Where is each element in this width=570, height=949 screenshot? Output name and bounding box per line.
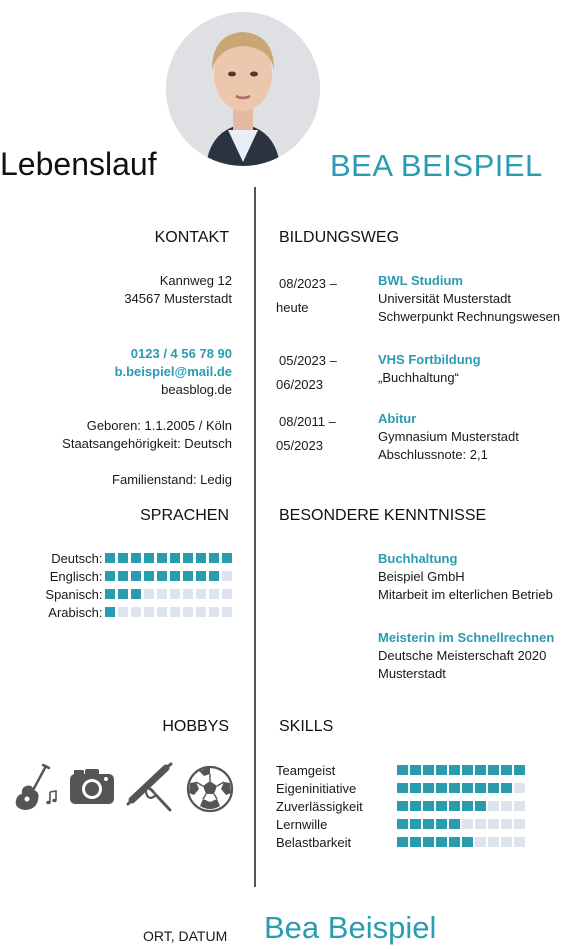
level-segment-filled: [144, 553, 155, 564]
level-segment-filled: [449, 819, 460, 830]
level-segment-filled: [170, 571, 181, 582]
language-label: Spanisch:: [45, 586, 103, 602]
level-bar: [105, 571, 233, 582]
guitar-icon: [12, 762, 60, 814]
level-bar: [397, 837, 525, 848]
nationality-info: Staatsangehörigkeit: Deutsch: [62, 436, 232, 451]
level-segment-filled: [209, 571, 220, 582]
level-segment-filled: [157, 553, 168, 564]
level-segment-filled: [436, 837, 447, 848]
level-segment-empty: [157, 607, 168, 618]
applicant-name: BEA BEISPIEL: [330, 148, 543, 183]
level-segment-empty: [488, 837, 499, 848]
level-segment-filled: [410, 837, 421, 848]
knowledge-entry-2: Meisterin im Schnellrechnen Deutsche Meisterschaft 2020 Musterstadt: [378, 630, 555, 681]
level-segment-filled: [514, 765, 525, 776]
level-segment-filled: [118, 589, 129, 600]
level-bar: [105, 589, 233, 600]
level-segment-filled: [105, 571, 116, 582]
level-segment-empty: [170, 607, 181, 618]
knowledge-entry-1: Buchhaltung Beispiel GmbH Mitarbeit im elterlichen Betrieb: [378, 551, 553, 602]
level-segment-filled: [488, 765, 499, 776]
level-segment-filled: [105, 607, 116, 618]
level-segment-empty: [222, 571, 233, 582]
language-label: Deutsch:: [51, 550, 103, 566]
level-segment-filled: [462, 765, 473, 776]
level-segment-filled: [488, 783, 499, 794]
document-title: Lebenslauf: [0, 146, 157, 182]
level-segment-filled: [397, 819, 408, 830]
level-segment-filled: [423, 783, 434, 794]
level-segment-filled: [131, 589, 142, 600]
level-segment-empty: [514, 801, 525, 812]
portrait-image: [166, 12, 320, 166]
skill-label: Eigeninitiative: [276, 780, 357, 796]
level-segment-empty: [222, 589, 233, 600]
education-date-2: 05/2023 – 06/2023: [276, 353, 337, 392]
level-segment-filled: [196, 553, 207, 564]
level-segment-filled: [410, 765, 421, 776]
level-segment-filled: [222, 553, 233, 564]
level-segment-filled: [462, 801, 473, 812]
contact-heading: KONTAKT: [154, 229, 229, 246]
level-bar: [397, 801, 525, 812]
level-segment-filled: [423, 801, 434, 812]
skill-row: [276, 815, 532, 833]
level-segment-filled: [105, 589, 116, 600]
skill-label: Teamgeist: [276, 762, 336, 778]
education-entry-3: Abitur Gymnasium Musterstadt Abschlussnote: 2,1: [378, 411, 519, 462]
education-date-1: 08/2023 – heute: [276, 276, 337, 315]
education-date-3: 08/2011 – 05/2023: [276, 414, 336, 453]
level-bar: [397, 765, 525, 776]
level-segment-filled: [436, 765, 447, 776]
level-bar: [397, 819, 525, 830]
level-segment-filled: [449, 837, 460, 848]
level-segment-empty: [475, 837, 486, 848]
level-segment-empty: [144, 607, 155, 618]
level-segment-filled: [501, 783, 512, 794]
soccer-ball-icon: [186, 762, 234, 814]
language-row: [0, 603, 232, 621]
level-segment-filled: [397, 837, 408, 848]
skill-label: Belastbarkeit: [276, 834, 352, 850]
level-segment-filled: [157, 571, 168, 582]
baking-icon: [126, 762, 174, 814]
level-segment-empty: [196, 607, 207, 618]
education-heading: BILDUNGSWEG: [279, 229, 400, 246]
place-date: ORT, DATUM: [143, 928, 228, 944]
camera-icon: [68, 762, 116, 814]
skill-label: Zuverlässigkeit: [276, 798, 363, 814]
education-entry-2: VHS Fortbildung „Buchhaltung“: [378, 352, 481, 385]
level-segment-filled: [423, 765, 434, 776]
level-segment-empty: [183, 589, 194, 600]
birth-info: Geboren: 1.1.2005 / Köln: [86, 418, 232, 433]
email-address[interactable]: b.beispiel@mail.de: [114, 364, 232, 379]
level-segment-filled: [118, 553, 129, 564]
skill-row: [276, 761, 532, 779]
level-segment-filled: [183, 553, 194, 564]
level-segment-filled: [423, 819, 434, 830]
level-segment-empty: [514, 819, 525, 830]
level-segment-filled: [397, 801, 408, 812]
languages-heading: SPRACHEN: [140, 507, 229, 524]
level-segment-empty: [475, 819, 486, 830]
level-segment-filled: [144, 571, 155, 582]
education-entry-1: BWL Studium Universität Musterstadt Schwerpunkt Rechnungswesen: [378, 273, 561, 324]
level-segment-filled: [475, 783, 486, 794]
column-divider: [254, 187, 256, 887]
website[interactable]: beasblog.de: [161, 382, 232, 397]
language-row: [0, 585, 232, 603]
level-bar: [397, 783, 525, 794]
level-segment-empty: [501, 837, 512, 848]
level-segment-empty: [501, 819, 512, 830]
level-segment-filled: [397, 783, 408, 794]
level-segment-filled: [462, 837, 473, 848]
language-row: [0, 567, 232, 585]
level-segment-empty: [209, 607, 220, 618]
marital-status: Familienstand: Ledig: [112, 472, 232, 487]
address-city: 34567 Musterstadt: [124, 291, 232, 306]
level-segment-empty: [501, 801, 512, 812]
level-segment-empty: [514, 837, 525, 848]
level-segment-filled: [436, 819, 447, 830]
level-segment-empty: [488, 819, 499, 830]
level-segment-filled: [423, 837, 434, 848]
level-segment-filled: [410, 819, 421, 830]
level-segment-filled: [118, 571, 129, 582]
level-segment-filled: [170, 553, 181, 564]
level-segment-empty: [209, 589, 220, 600]
skill-row: [276, 833, 532, 851]
level-segment-empty: [196, 589, 207, 600]
personal-info: [62, 417, 232, 453]
level-segment-empty: [144, 589, 155, 600]
level-segment-empty: [157, 589, 168, 600]
skills-heading: SKILLS: [279, 718, 334, 735]
level-segment-filled: [397, 765, 408, 776]
language-label: Englisch:: [49, 568, 103, 584]
level-bar: [105, 607, 233, 618]
level-segment-empty: [514, 783, 525, 794]
address-street: Kannweg 12: [159, 273, 232, 288]
phone-number[interactable]: 0123 / 4 56 78 90: [130, 346, 232, 361]
level-segment-filled: [105, 553, 116, 564]
level-segment-empty: [462, 819, 473, 830]
level-segment-empty: [118, 607, 129, 618]
level-segment-empty: [170, 589, 181, 600]
contact-details: [115, 345, 232, 399]
level-segment-filled: [449, 801, 460, 812]
level-segment-filled: [410, 783, 421, 794]
contact-address: [124, 272, 232, 308]
level-segment-filled: [131, 571, 142, 582]
level-bar: [105, 553, 233, 564]
signature: Bea Beispiel: [264, 910, 437, 945]
level-segment-filled: [449, 765, 460, 776]
level-segment-empty: [222, 607, 233, 618]
level-segment-filled: [475, 801, 486, 812]
skill-row: [276, 779, 532, 797]
skill-row: [276, 797, 532, 815]
level-segment-empty: [183, 607, 194, 618]
level-segment-filled: [183, 571, 194, 582]
skill-label: Lernwille: [276, 816, 328, 832]
level-segment-filled: [462, 783, 473, 794]
language-row: [0, 549, 232, 567]
level-segment-filled: [209, 553, 220, 564]
level-segment-filled: [449, 783, 460, 794]
level-segment-filled: [131, 553, 142, 564]
level-segment-filled: [196, 571, 207, 582]
level-segment-empty: [131, 607, 142, 618]
knowledge-heading: BESONDERE KENNTNISSE: [279, 507, 487, 524]
level-segment-filled: [436, 801, 447, 812]
level-segment-empty: [488, 801, 499, 812]
level-segment-filled: [501, 765, 512, 776]
profile-photo: [166, 12, 320, 166]
hobbies-heading: HOBBYS: [162, 718, 229, 735]
level-segment-filled: [475, 765, 486, 776]
language-label: Arabisch:: [48, 604, 103, 620]
level-segment-filled: [410, 801, 421, 812]
level-segment-filled: [436, 783, 447, 794]
